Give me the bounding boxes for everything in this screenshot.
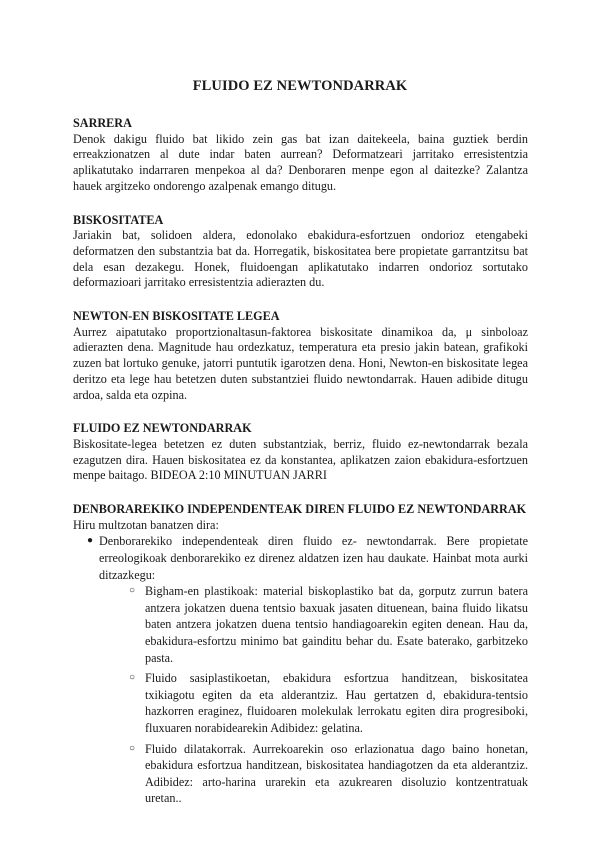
section-paragraph: Jariakin bat, solidoen aldera, edonolako ebakidura-esfortzuen ondorioz etengabeki deformatzen den substantzia bat da. Horregatik, biskositatea bere propietate garrantzitsu bat dela esan dezakegu. Honek, fluidoengan aplikatutako indarren ondorioz sortutako deformazioari jarritako erresistentzia adierazten du. [73, 228, 528, 290]
section-heading: FLUIDO EZ NEWTONDARRAK [73, 421, 252, 436]
section-intro: Hiru multzotan banatzen dira: [73, 517, 219, 532]
section-heading: NEWTON-EN BISKOSITATE LEGEA [73, 309, 280, 324]
section-heading: DENBORAREKIKO INDEPENDENTEAK DIREN FLUIDO EZ NEWTONDARRAK [73, 502, 527, 517]
section-paragraph: Aurrez aipatutako proportzionaltasun-faktorea biskositate dinamikoa da, μ sinboloaz adierazten dena. Magnitude hau ordezkatuz, temperatura eta presio jakin batean, grafikoki zuzen bat lortuko genuke, jatorri puntutik igarotzen dena. Honi, Newton-en biskositate legea deritzo eta lege hau betetzen duten substantziei fluido newtondarrak. Hauen adibide ditugu ardoa, salda eta ozpina. [73, 324, 528, 402]
bullet-circle-icon: ○ [129, 672, 136, 684]
sub-list-item-text: Bigham-en plastikoak: material biskoplastiko bat da, gorputz zurrun batera antzera jokatzen duena tentsio baxuak jasaten dituenean, baina fluido likatsu baten antzera jokatzen duena tentsio handiagoarekin egiten denean. Hau da, ebakidura-esfortzu minimo bat gainditu behar du. Esate baterako, garbitzeko pasta. [145, 584, 528, 665]
section-denbora [73, 502, 528, 807]
bullet-circle-icon: ○ [129, 742, 136, 754]
section-fluido [73, 421, 528, 484]
section-paragraph: Denok dakigu fluido bat likido zein gas bat izan daitekeela, baina guztiek berdin erreakzionatzen al dute indar baten aurrean? Deformatzeari jarritako erresistentzia aplikatutako indarraren menpekoa al da? Denboraren menpe egon al daitezke? Zalantza hauek argitzeko ondorengo azalpenak emango ditugu. [73, 131, 528, 193]
document-body [73, 116, 528, 807]
section-heading: SARRERA [73, 116, 132, 130]
sub-list-item [99, 741, 528, 807]
sub-list-item [99, 670, 528, 736]
sub-list-item-text: Fluido sasiplastikoetan, ebakidura esfortzua handitzean, biskositatea txikiagotu egiten da eta alderantziz. Hau gertatzen d, ebakidura-tentsio hazkorren eraginez, fluidoaren molekulak lerrokatu egiten dira progresiboki, fluxuaren norabidearekin Adibidez: gelatina. [145, 671, 528, 735]
sub-list-item-text: Fluido dilatakorrak. Aurrekoarekin oso erlazionatua dago baino honetan, ebakidura esfortzua handitzean, biskositatea handiagotzen da eta alderantziz. Adibidez: arto-harina urarekin eta azukrearen disoluzio kontzentratuak uretan.. [145, 741, 528, 806]
bullet-dot-icon: ● [87, 535, 94, 547]
section-newton [73, 309, 528, 403]
sub-bullet-list [99, 583, 528, 807]
list-item-text: Denborarekiko independenteak diren fluido ez- newtondarrak. Bere propietate erreologikoak denborarekiko ez direnez aldatzen izen hau daukate. Hainbat mota aurki ditzazkegu: [99, 534, 528, 582]
bullet-list [73, 533, 528, 807]
section-biskositatea [73, 213, 528, 292]
section-paragraph: Biskositate-legea betetzen ez duten substantziak, berriz, fluido ez-newtondarrak bezala ezagutzen dira. Hauen biskositatea ez da konstantea, aplikatzen zaion ebakidura-esfortzuen menpe baitago. BIDEOA 2:10 MINUTUAN JARRI [73, 436, 528, 483]
bullet-circle-icon: ○ [129, 585, 136, 597]
sub-list-item [99, 583, 528, 666]
list-item [73, 533, 528, 807]
section-sarrera [73, 116, 528, 195]
section-heading: BISKOSITATEA [73, 212, 164, 227]
page-title: FLUIDO EZ NEWTONDARRAK [192, 78, 408, 94]
